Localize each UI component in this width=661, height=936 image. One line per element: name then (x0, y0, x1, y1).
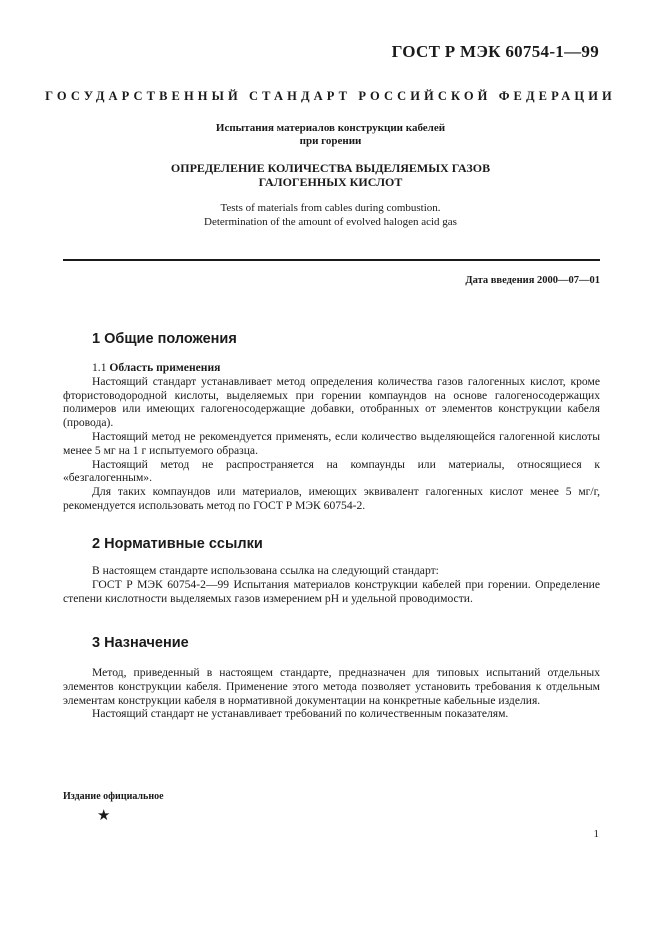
title-ru-main-2: ГАЛОГЕННЫХ КИСЛОТ (258, 175, 403, 189)
official-edition-label: Издание официальное (63, 791, 164, 802)
title-ru-main-1: ОПРЕДЕЛЕНИЕ КОЛИЧЕСТВА ВЫДЕЛЯЕМЫХ ГАЗОВ (170, 161, 491, 175)
section-3-heading: 3 Назначение (92, 635, 189, 651)
introduction-date: Дата введения 2000—07—01 (465, 275, 600, 286)
title-en-line-2: Determination of the amount of evolved halogen acid gas (204, 216, 457, 228)
subsection-1-1-title (63, 361, 600, 375)
title-ru-line-2: при горении (299, 135, 362, 147)
paragraph: Настоящий стандарт устанавливает метод определения количества газов галогенных кислот, кроме фтористоводородной кислоты, выделяемых при горении компаундов на основе галогеносодержащих полимеров или имеющих галогеносодержащие добавки, отобранных от элементов конструкции кабеля (провода). (63, 374, 600, 430)
subsection-title: Область применения (109, 361, 221, 374)
paragraph: В настоящем стандарте использована ссылка на следующий стандарт: (92, 564, 439, 577)
section-2-body (63, 564, 600, 605)
title-ru-line-1: Испытания материалов конструкции кабелей (215, 122, 446, 134)
paragraph: Настоящий метод не распространяется на компаунды или материалы, относящиеся к «безгалогенным». (63, 457, 600, 485)
section-1-heading: 1 Общие положения (92, 331, 237, 347)
title-en-line-1: Tests of materials from cables during combustion. (220, 202, 441, 214)
section-2-heading: 2 Нормативные ссылки (92, 536, 263, 552)
paragraph: Для таких компаундов или материалов, имеющих эквивалент галогенных кислот менее 5 мг/г, рекомендуется использовать метод по ГОСТ Р МЭК 60754-2. (63, 485, 600, 512)
state-standard-title: ГОСУДАРСТВЕННЫЙ СТАНДАРТ РОССИЙСКОЙ ФЕДЕРАЦИИ (45, 89, 616, 103)
section-1-body (63, 361, 600, 513)
paragraph: Настоящий стандарт не устанавливает требований по количественным показателям. (92, 707, 509, 721)
header-rule (63, 259, 600, 261)
star-icon: ★ (97, 808, 111, 824)
paragraph: Настоящий метод не рекомендуется применять, если количество выделяющейся галогенной кислоты менее 5 мг на 1 г испытуемого образца. (63, 429, 600, 457)
document-code: ГОСТ Р МЭК 60754-1—99 (391, 42, 599, 61)
paragraph: ГОСТ Р МЭК 60754-2—99 Испытания материалов конструкции кабелей при горении. Определение степени кислотности выделяемых газов измерением pH и удельной проводимости. (63, 577, 600, 605)
paragraph: Метод, приведенный в настоящем стандарте, предназначен для типовых испытаний отдельных элементов конструкции кабеля. Применение этого метода позволяет установить требования к отдельным элементам конструкции кабеля в нормативной документации на конкретные кабельные изделия. (63, 666, 600, 707)
subsection-number: 1.1 (92, 361, 107, 374)
page-number: 1 (593, 828, 599, 840)
section-3-body (63, 666, 600, 721)
